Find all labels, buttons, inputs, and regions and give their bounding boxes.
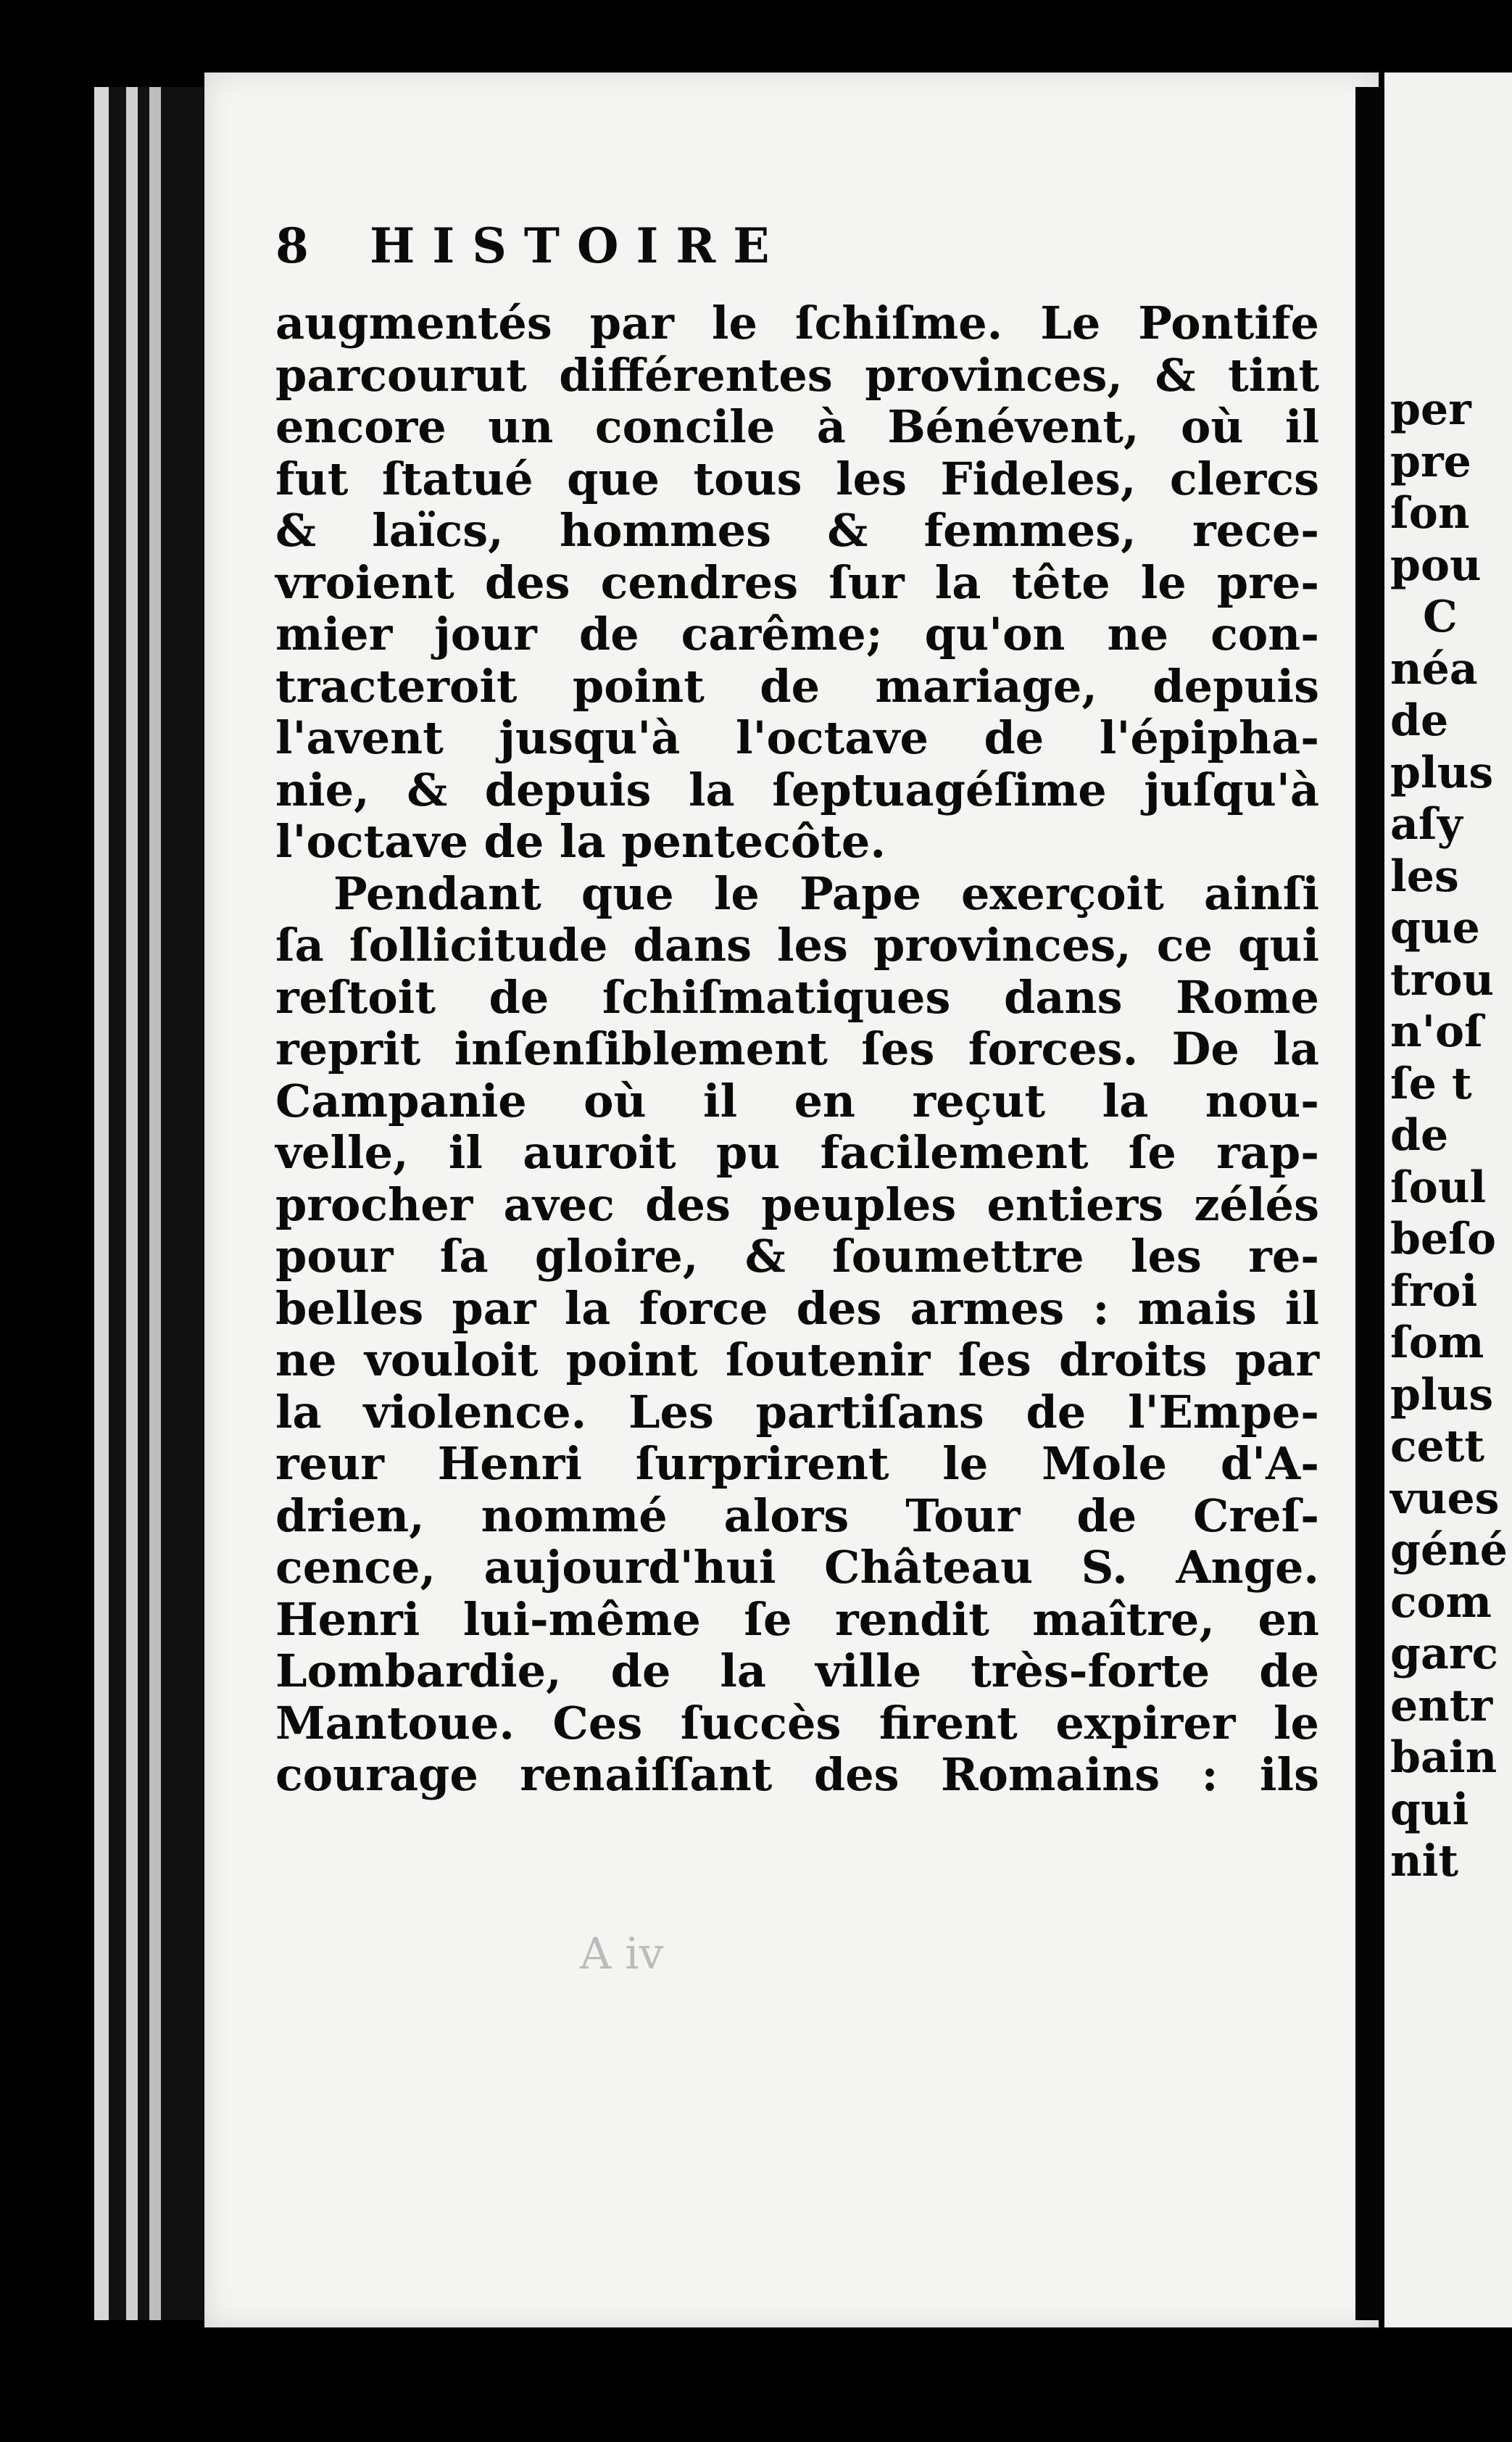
facing-page	[1384, 73, 1512, 2327]
facing-text-fragment: pre	[1390, 436, 1471, 487]
facing-text-fragment: plus	[1390, 747, 1494, 798]
text-line: pour ſa gloire, & ſoumettre les re-	[275, 1230, 1319, 1283]
facing-text-fragment: n'oſ	[1390, 1006, 1483, 1057]
facing-text-fragment: ſe t	[1390, 1058, 1472, 1109]
facing-text-fragment: que	[1390, 903, 1480, 953]
text-line: la violence. Les partiſans de l'Empe-	[275, 1385, 1319, 1439]
text-line: fut ſtatué que tous les Fideles, clercs	[275, 452, 1319, 505]
text-line: nie, & depuis la ſeptuagéſime juſqu'à	[275, 763, 1319, 816]
text-line: parcourut différentes provinces, & tint	[275, 348, 1319, 402]
facing-text-fragment: les	[1390, 850, 1459, 902]
gutter-shadow	[1355, 87, 1384, 2320]
body-text	[275, 297, 1319, 1801]
text-line: procher avec des peuples entiers zélés	[275, 1177, 1319, 1231]
text-line: Henri lui-même ſe rendit maître, en	[275, 1592, 1319, 1646]
text-line: cence, aujourd'hui Château S. Ange.	[275, 1541, 1319, 1594]
text-line: belles par la force des armes : mais il	[275, 1281, 1319, 1335]
text-line: Lombardie, de la ville très-forte de	[275, 1644, 1319, 1697]
facing-text-fragment: beſo	[1390, 1214, 1496, 1265]
page-number: 8	[275, 218, 309, 274]
signature-mark: A iv	[580, 1929, 664, 1979]
facing-text-fragment: entr	[1390, 1680, 1493, 1731]
text-line: velle, il auroit pu facilement ſe rap-	[275, 1126, 1319, 1179]
facing-text-fragment: aſy	[1390, 799, 1463, 850]
text-line: encore un concile à Bénévent, où il	[275, 400, 1319, 453]
text-line: l'avent jusqu'à l'octave de l'épipha-	[275, 711, 1319, 764]
text-line: Campanie où il en reçut la nou-	[275, 1074, 1319, 1127]
facing-text-fragment: ſon	[1390, 488, 1470, 539]
facing-text-fragment: trou	[1390, 954, 1494, 1006]
facing-text-fragment: ſoul	[1390, 1162, 1487, 1213]
facing-text-fragment: nit	[1390, 1836, 1459, 1887]
facing-text-fragment: néa	[1390, 643, 1478, 695]
facing-text-fragment: froi	[1390, 1265, 1478, 1317]
text-line: mier jour de carême; qu'on ne con-	[275, 608, 1319, 661]
facing-text-fragment: ſom	[1390, 1317, 1484, 1368]
running-title: HISTOIRE	[370, 218, 787, 274]
facing-text-fragment: per	[1390, 384, 1471, 435]
text-line: augmentés par le ſchiſme. Le Pontife	[275, 297, 1319, 349]
facing-text-fragment: com	[1390, 1576, 1492, 1628]
facing-text-fragment: géné	[1390, 1525, 1508, 1576]
text-line: Pendant que le Pape exerçoit ainſi	[333, 866, 1319, 920]
text-line: & laïcs, hommes & femmes, rece-	[275, 504, 1319, 557]
text-line: ſa ſollicitude dans les provinces, ce qui	[275, 919, 1319, 972]
text-line: drien, nommé alors Tour de Creſ-	[275, 1489, 1319, 1542]
facing-text-fragment: C	[1423, 592, 1458, 642]
facing-text-fragment: de	[1390, 695, 1449, 746]
text-line: ne vouloit point ſoutenir ſes droits par	[275, 1333, 1319, 1386]
text-line: reur Henri ſurprirent le Mole d'A-	[275, 1437, 1319, 1490]
text-line: reprit inſenſiblement ſes forces. De la	[275, 1022, 1319, 1075]
book-binding-edge	[94, 87, 203, 2320]
text-line: l'octave de la pentecôte.	[275, 815, 886, 868]
facing-text-fragment: pou	[1390, 539, 1482, 591]
facing-text-fragment: garc	[1390, 1628, 1498, 1679]
page-text-block	[275, 218, 1319, 1801]
facing-text-fragment: vues	[1390, 1473, 1500, 1524]
running-head	[275, 218, 1319, 297]
text-line: reſtoit de ſchiſmatiques dans Rome	[275, 970, 1319, 1024]
facing-text-fragment: de	[1390, 1110, 1449, 1161]
text-line: Mantoue. Ces ſuccès firent expirer le	[275, 1696, 1319, 1750]
text-line: courage renaiſſant des Romains : ils	[275, 1748, 1319, 1801]
facing-text-fragment: plus	[1390, 1369, 1494, 1420]
text-line: tracteroit point de mariage, depuis	[275, 659, 1319, 713]
text-line: vroient des cendres ſur la tête le pre-	[275, 555, 1319, 609]
facing-text-fragment: bain	[1390, 1732, 1498, 1783]
facing-page-text	[1390, 384, 1508, 1888]
facing-text-fragment: cett	[1390, 1421, 1485, 1472]
facing-text-fragment: qui	[1390, 1784, 1469, 1835]
